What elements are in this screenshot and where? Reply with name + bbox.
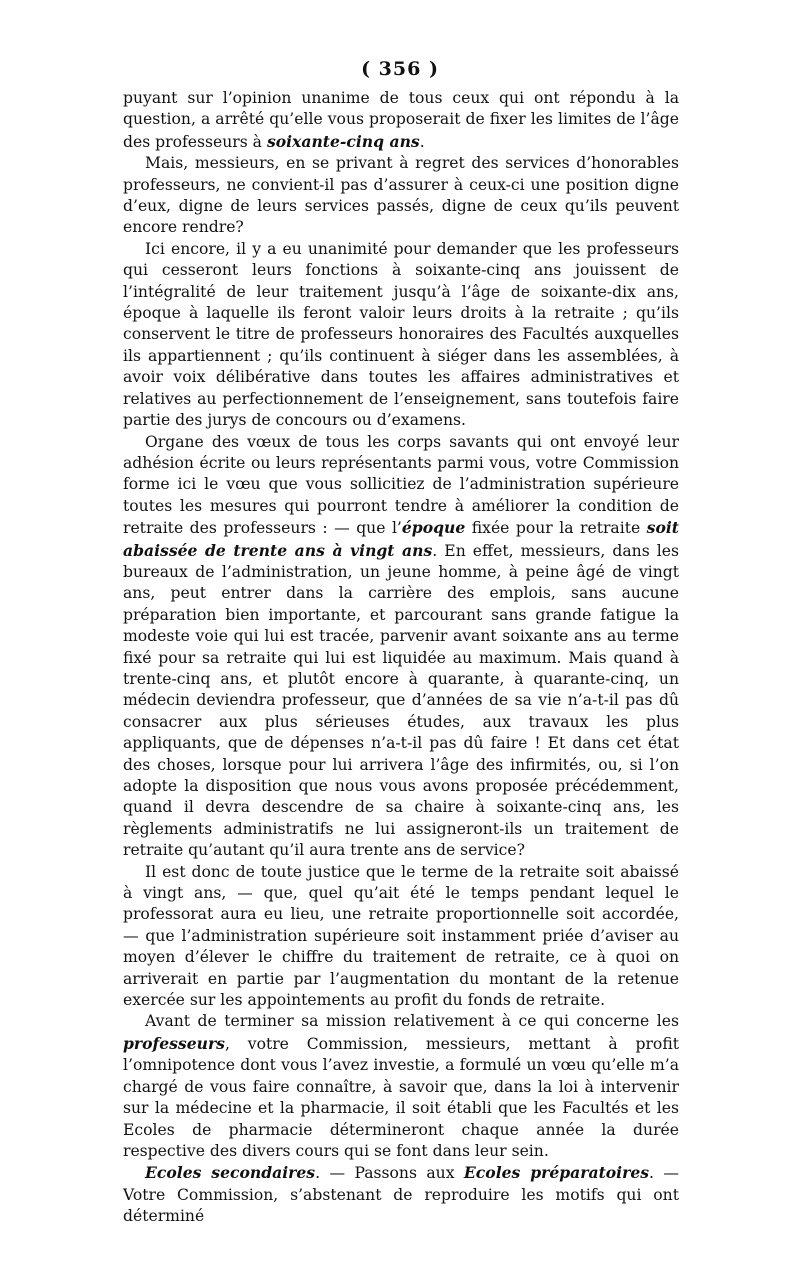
emphasis-text: professeurs — [123, 1033, 225, 1053]
paragraph — [123, 432, 679, 862]
text-run: Il est donc de toute justice que le terme de la retraite soit abaissé à vingt ans, — que, quel qu’ait été le temps pendant lequel le professorat aura eu lieu, une retraite proportionnelle soit accordée, — que l’administration supérieure soit instamment priée d’aviser au moyen d’élever le chiffre du traitement de retraite, ce à quoi on arriverait en partie par l’augmentation du montant de la retenue exercée sur les appointements au profit du fonds de retraite. — [123, 862, 679, 1010]
emphasis-text: Ecoles préparatoires — [463, 1163, 650, 1183]
text-run: . — Passons aux — [315, 1164, 464, 1183]
emphasis-text: soit abaissée de trente ans à vingt ans — [123, 518, 679, 560]
text-run: Avant de terminer sa mission relativement à ce qui concerne les — [145, 1012, 679, 1031]
emphasis-text: Ecoles secondaires — [145, 1163, 316, 1183]
text-run: Mais, messieurs, en se privant à regret des services d’honorables professeurs, ne convient-il pas d’assurer à ceux-ci une position digne d’eux, digne de leurs services passés, digne de ceux qu’ils peuvent encore rendre? — [123, 154, 679, 237]
body-text — [123, 88, 679, 1228]
text-run: . — Votre Commission, s’abstenant de reproduire les motifs qui ont déterminé — [123, 1164, 679, 1226]
paragraph — [123, 88, 679, 153]
text-run: Organe des vœux de tous les corps savants qui ont envoyé leur adhésion écrite ou leurs représentants parmi vous, votre Commission forme ici le vœu que vous sollicitiez de l’administration supérieure toutes les mesures qui pourront tendre à améliorer la condition de retraite des professeurs : — que l’ — [123, 432, 679, 538]
text-run: , votre Commission, messieurs, mettant à profit l’omnipotence dont vous l’avez investie, a formulé un vœu qu’elle m’a chargé de vous faire connaître, à savoir que, dans la loi à intervenir sur la médecine et la pharmacie, il soit établi que les Facultés et les Ecoles de pharmacie détermineront chaque année la durée respective des divers cours qui se font dans leur sein. — [123, 1034, 679, 1160]
text-run: . — [419, 132, 425, 151]
text-run: puyant sur l’opinion unanime de tous ceux qui ont répondu à la question, a arrêté qu’elle vous proposerait de fixer les limites de l’âge des professeurs à — [123, 89, 679, 151]
text-run: Ici encore, il y a eu unanimité pour demander que les professeurs qui cesseront leurs fonctions à soixante-cinq ans jouissent de l’intégralité de leur traitement jusqu’à l’âge de soixante-dix ans, époque à laquelle ils feront valoir leurs droits à la retraite ; qu’ils conservent le titre de professeurs honoraires des Facultés auxquelles ils appartiennent ; qu’ils continuent à siéger dans les assemblées, à avoir voix délibérative dans toutes les affaires administratives et relatives au perfectionnement de l’enseignement, sans toutefois faire partie des jurys de concours ou d’examens. — [123, 239, 679, 430]
paragraph — [123, 1162, 679, 1227]
paragraph — [123, 153, 679, 239]
emphasis-text: soixante-cinq ans — [266, 131, 420, 151]
paragraph — [123, 239, 679, 432]
text-run: fixée pour la retraite — [465, 519, 647, 538]
emphasis-text: époque — [401, 518, 466, 538]
page-number: ( 356 ) — [361, 58, 439, 80]
paragraph — [123, 1011, 679, 1162]
paragraph — [123, 862, 679, 1012]
text-run: . En effet, messieurs, dans les bureaux de l’administration, un jeune homme, à peine âgé de vingt ans, peut entrer dans la carrière des emplois, sans aucune préparation bien importante, et parcourant sans grande fatigue la modeste voie qui lui est tracée, parvenir avant soixante ans au terme fixé pour sa retraite qui lui est liquidée au maximum. Mais quand à trente-cinq ans, et plutôt encore à quarante, à quarante-cinq, un médecin deviendra professeur, que d’années de sa vie n’a-t-il pas dû consacrer aux plus sérieuses études, aux travaux les plus appliquants, que de dépenses n’a-t-il pas dû faire ! Et dans cet état des choses, lorsque pour lui arrivera l’âge des infirmités, ou, si l’on adopte la disposition que nous vous avons proposée précédemment, quand il devra descendre de sa chaire à soixante-cinq ans, les règlements administratifs ne lui assigneront-ils un traitement de retraite qu’autant qu’il aura trente ans de service? — [123, 541, 679, 860]
